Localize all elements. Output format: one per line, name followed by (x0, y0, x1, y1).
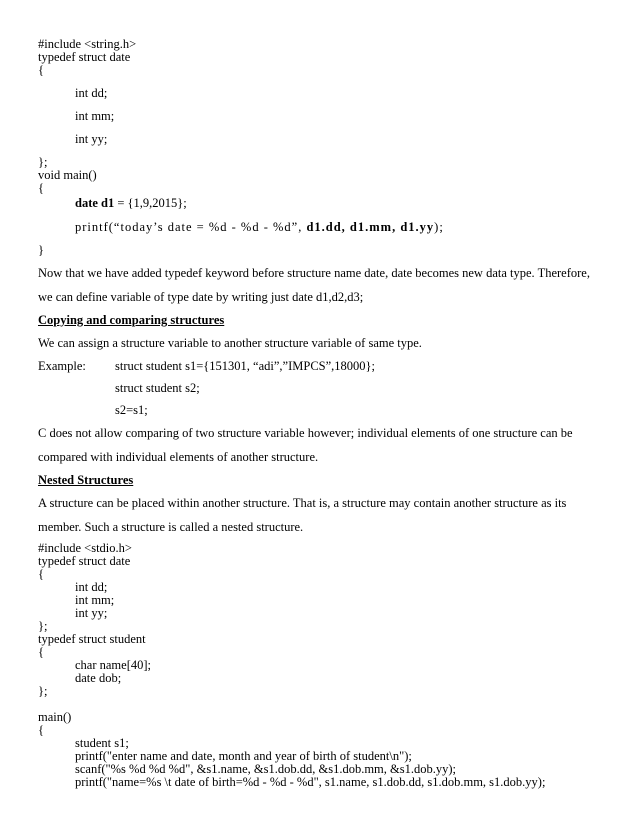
code-line (38, 195, 608, 211)
paragraph-line: A structure can be placed within another structure. That is, a structure may contain another structure as its (38, 496, 567, 510)
example-line: struct student s2; (115, 381, 200, 395)
code-bold: d1.dd, d1.mm, d1.yy (306, 220, 435, 234)
code-line: int yy; (75, 132, 108, 146)
paragraph-line: member. Such a structure is called a nested structure. (38, 520, 304, 534)
code-line: printf("enter name and date, month and year of birth of student\n"); (75, 749, 412, 763)
code-line: int mm; (75, 593, 115, 607)
code-line: main() (38, 710, 72, 724)
code-line: char name[40]; (75, 658, 152, 672)
code-line: student s1; (75, 736, 129, 750)
code-line: int mm; (75, 109, 115, 123)
code-line: typedef struct date (38, 50, 131, 64)
code-line: typedef struct date (38, 554, 131, 568)
code-line: printf("name=%s \t date of birth=%d - %d - %d", s1.name, s1.dob.dd, s1.dob.mm, s1.dob.yy); (75, 775, 546, 789)
section-heading-nested: Nested Structures (38, 473, 134, 487)
paragraph-line: Now that we have added typedef keyword before structure name date, date becomes new data type. Therefore, (38, 266, 590, 280)
paragraph-line: we can define variable of type date by writing just date d1,d2,d3; (38, 290, 364, 304)
code-line: int dd; (75, 580, 108, 594)
paragraph-line: compared with individual elements of another structure. (38, 450, 319, 464)
code-text: = {1,9,2015}; (114, 196, 187, 210)
code-line: { (38, 723, 44, 737)
example-code: struct student s1={151301, “adi”,”IMPCS”,18000}; (115, 359, 375, 373)
code-line: }; (38, 155, 48, 169)
example-block (38, 355, 608, 421)
code-text: ); (434, 220, 444, 234)
code-line: #include <string.h> (38, 37, 137, 51)
paragraph-nested (38, 491, 608, 539)
code-line: { (38, 645, 44, 659)
code-line: int yy; (75, 606, 108, 620)
code-line: { (38, 567, 44, 581)
code-line: }; (38, 619, 48, 633)
code-bold: date d1 (75, 196, 115, 210)
code-line: } (38, 243, 44, 257)
code-line: typedef struct student (38, 632, 146, 646)
example-line (38, 355, 608, 377)
paragraph-line: C does not allow comparing of two structure variable however; individual elements of one structure can be (38, 426, 573, 440)
code-line: }; (38, 684, 48, 698)
code-line: { (38, 63, 44, 77)
code-block-typedef-date (38, 38, 608, 257)
code-block-nested (38, 542, 608, 789)
document-page (38, 38, 608, 789)
code-text: printf(“today’s date = %d - %d - %d”, (75, 220, 307, 234)
code-line: date dob; (75, 671, 122, 685)
code-line: void main() (38, 168, 97, 182)
paragraph-compare (38, 421, 608, 469)
section-heading-copying: Copying and comparing structures (38, 313, 225, 327)
paragraph-typedef-explanation (38, 261, 608, 309)
example-label: Example: (38, 359, 86, 373)
example-line: s2=s1; (115, 403, 148, 417)
code-line: { (38, 181, 44, 195)
paragraph-assign: We can assign a structure variable to another structure variable of same type. (38, 336, 422, 350)
code-line: scanf("%s %d %d %d", &s1.name, &s1.dob.dd, &s1.dob.mm, &s1.dob.yy); (75, 762, 457, 776)
code-line (38, 221, 608, 234)
code-line: #include <stdio.h> (38, 541, 132, 555)
code-line: int dd; (75, 86, 108, 100)
